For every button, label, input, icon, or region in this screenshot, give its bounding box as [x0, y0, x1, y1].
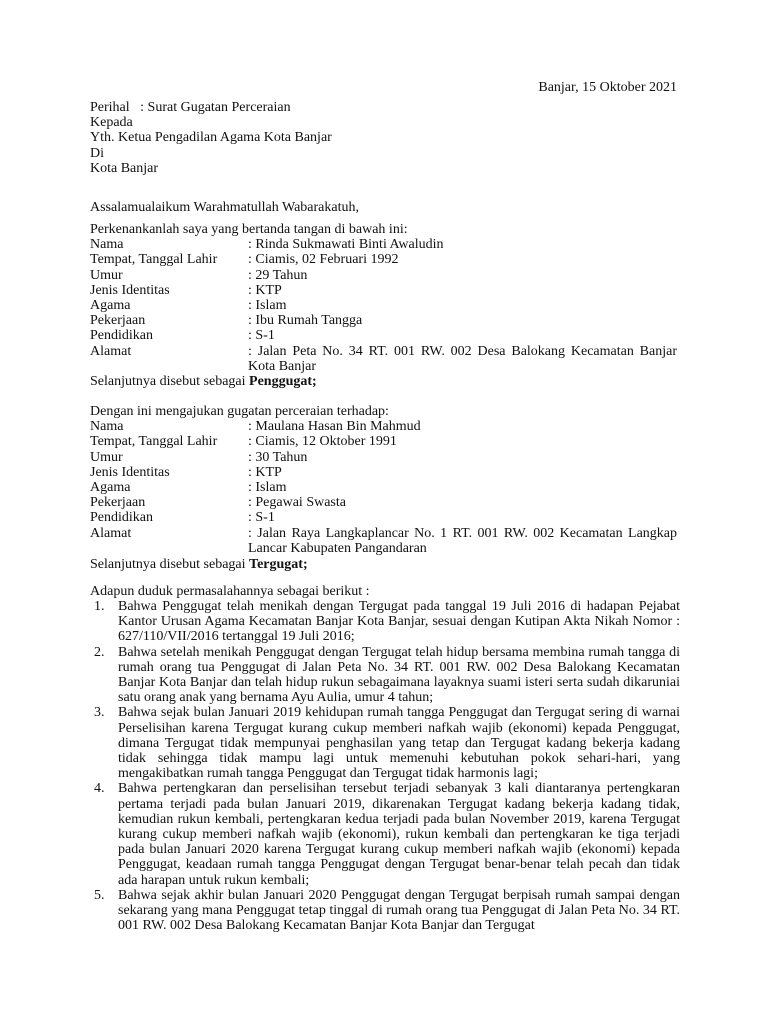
list-item-number: 4.	[94, 781, 105, 797]
list-item-text: Bahwa setelah menikah Penggugat dengan Tergugat telah hidup bersama membina rumah tangga di rumah orang tua Penggugat di Jalan Peta No. 34 RT. 001 RW. 002 Desa Balokang Kecamatan Banjar Kota Banjar dan telah hidup rukun sebagaimana layaknya suami isteri serta sudah dikaruniai satu orang anak yang bernama Ayu Aulia, umur 4 tahun;	[118, 644, 680, 706]
field-row	[90, 298, 677, 313]
penggugat-closing	[90, 374, 677, 389]
field-label: Tempat, Tanggal Lahir	[90, 434, 218, 450]
closing-text: Selanjutnya disebut sebagai	[90, 557, 250, 573]
field-value: : Islam	[248, 480, 287, 496]
field-label: Alamat	[90, 343, 132, 359]
penggugat-intro: Perkenankanlah saya yang bertanda tangan di bawah ini:	[90, 222, 408, 237]
field-label: Agama	[90, 298, 131, 314]
field-value: : S-1	[248, 328, 275, 344]
list-item-number: 1.	[94, 599, 105, 614]
field-label: Jenis Identitas	[90, 282, 170, 298]
field-value: : Maulana Hasan Bin Mahmud	[248, 419, 421, 435]
tergugat-alamat-row	[90, 526, 677, 556]
field-label: Pendidikan	[90, 328, 153, 344]
list-item-text: Bahwa sejak bulan Januari 2019 kehidupan rumah tangga Penggugat dan Tergugat sering di warnai Perselisihan karena Tergugat kurang cukup memberi nafkah wajib (ekonomi) kepada Penggugat, dimana Tergugat tidak mempunyai penghasilan yang tetap dan Tergugat kadang bekerja kadang tidak sehingga tidak mampu lagi untuk memenuhi kebutuhan pokok sehari-hari, yang mengakibatkan rumah tangga Penggugat dan Tergugat tidak harmonis lagi;	[118, 705, 680, 782]
field-value: : 29 Tahun	[248, 267, 308, 283]
list-item-number: 2.	[94, 644, 105, 660]
city-line: Kota Banjar	[90, 160, 159, 176]
list-item	[90, 888, 680, 934]
field-label: Pendidikan	[90, 510, 153, 526]
field-label: Pekerjaan	[90, 495, 146, 511]
tergugat-section	[90, 404, 677, 572]
grounds-list	[90, 599, 680, 933]
field-value: : KTP	[248, 282, 282, 298]
salutation: Assalamualaikum Warahmatullah Wabarakatuh,	[90, 200, 359, 215]
field-row	[90, 465, 677, 480]
field-value: : Ibu Rumah Tangga	[248, 313, 363, 329]
field-label: Umur	[90, 267, 123, 283]
list-item-text: Bahwa pertengkaran dan perselisihan tersebut terjadi sebanyak 3 kali diantaranya pertengkaran pertama terjadi pada bulan Januari 2019, dikarenakan Tergugat kadang bekerja kadang tidak, kemudian rukun kembali, pertengkaran kedua terjadi pada bulan November 2019, karena Tergugat kurang cukup memberi nafkah wajib (ekonomi), rukun kembali dan pertengkaran ke tiga terjadi pada bulan Januari 2020 karena Tergugat kurang cukup memberi nafkah wajib (ekonomi) kepada Penggugat, keadaan rumah tangga Penggugat dengan Tergugat benar-benar telah pecah dan tidak ada harapan untuk rukun kembali;	[118, 781, 680, 888]
field-row	[90, 480, 677, 495]
perihal-value: : Surat Gugatan Perceraian	[140, 100, 291, 115]
field-row	[90, 313, 677, 328]
list-item	[90, 645, 680, 706]
perihal-label: Perihal	[90, 100, 130, 115]
field-value: : S-1	[248, 510, 275, 526]
field-row	[90, 495, 677, 510]
field-row	[90, 252, 677, 267]
tergugat-intro: Dengan ini mengajukan gugatan perceraian terhadap:	[90, 404, 389, 419]
list-item-text: Bahwa sejak akhir bulan Januari 2020 Penggugat dengan Tergugat berpisah rumah sampai dengan sekarang yang mana Penggugat tetap tinggal di rumah orang tua Penggugat di Jalan Peta No. 34 RT. 001 RW. 002 Desa Balokang Kecamatan Banjar Kota Banjar dan Tergugat	[118, 887, 680, 934]
field-row	[90, 419, 677, 434]
party-designation: Penggugat;	[249, 374, 317, 390]
field-value: : Islam	[248, 298, 287, 314]
field-value: : Pegawai Swasta	[248, 495, 346, 511]
field-label: Tempat, Tanggal Lahir	[90, 252, 218, 268]
field-value: : Ciamis, 02 Februari 1992	[248, 252, 399, 268]
letter-header	[90, 100, 677, 176]
penggugat-fields	[90, 237, 677, 343]
recipient-line: Yth. Ketua Pengadilan Agama Kota Banjar	[90, 130, 332, 146]
duduk-intro: Adapun duduk permasalahannya sebagai berikut :	[90, 584, 370, 599]
letter-date: Banjar, 15 Oktober 2021	[538, 80, 677, 95]
di-line: Di	[90, 145, 104, 161]
list-item	[90, 781, 680, 887]
field-label: Agama	[90, 480, 131, 496]
field-label: Jenis Identitas	[90, 464, 170, 480]
list-item-number: 5.	[94, 887, 105, 903]
closing-text: Selanjutnya disebut sebagai	[90, 374, 250, 390]
list-item	[90, 599, 680, 645]
field-label: Nama	[90, 419, 124, 435]
field-value: : 30 Tahun	[248, 449, 308, 465]
field-row	[90, 450, 677, 465]
field-value: : Rinda Sukmawati Binti Awaludin	[248, 237, 444, 253]
field-value: : Ciamis, 12 Oktober 1991	[248, 434, 397, 450]
tergugat-fields	[90, 419, 677, 525]
field-value: : KTP	[248, 464, 282, 480]
kepada-line: Kepada	[90, 115, 133, 131]
field-row	[90, 268, 677, 283]
field-value: : Jalan Peta No. 34 RT. 001 RW. 002 Desa Balokang Kecamatan Banjar Kota Banjar	[248, 343, 677, 374]
field-label: Alamat	[90, 525, 132, 541]
penggugat-section	[90, 222, 677, 389]
party-designation: Tergugat;	[249, 557, 308, 573]
list-item-text: Bahwa Penggugat telah menikah dengan Tergugat pada tanggal 19 Juli 2016 di hadapan Pejabat Kantor Urusan Agama Kecamatan Banjar Kota Banjar, sesuai dengan Kutipan Akta Nikah Nomor : 627/110/VII/2016 tertanggal 19 Juli 2016;	[118, 599, 680, 645]
field-row	[90, 328, 677, 343]
tergugat-closing	[90, 557, 677, 572]
perihal-line	[90, 100, 677, 115]
field-label: Pekerjaan	[90, 313, 146, 329]
field-row	[90, 510, 677, 525]
field-row	[90, 283, 677, 298]
field-label: Umur	[90, 449, 123, 465]
field-value: : Jalan Raya Langkaplancar No. 1 RT. 001 RW. 002 Kecamatan Langkap Lancar Kabupaten Pangandaran	[248, 525, 677, 556]
field-label: Nama	[90, 237, 124, 253]
list-item-number: 3.	[94, 705, 105, 721]
field-row	[90, 237, 677, 252]
penggugat-alamat-row	[90, 344, 677, 374]
field-row	[90, 434, 677, 449]
list-item	[90, 705, 680, 781]
